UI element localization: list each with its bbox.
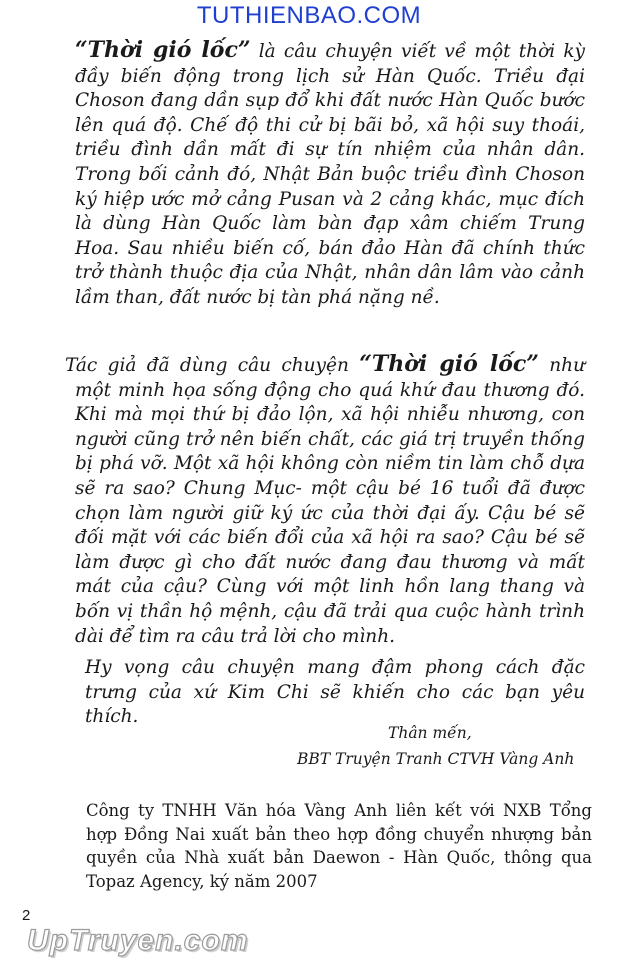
intro-paragraph-3: Hy vọng câu chuyện mang đậm phong cách đặc trưng của xứ Kim Chi sẽ khiến cho các bạn yêu thích. — [85, 657, 585, 728]
watermark-logo: UpTruyen.com — [27, 924, 249, 957]
page-number: 2 — [22, 907, 31, 924]
paragraph-1-text: là câu chuyện viết về một thời kỳ đầy biến động trong lịch sử Hàn Quốc. Triều đại Choson đang dần sụp đổ khi đất nước Hàn Quốc bước lên quá độ. Chế độ thi cử bị bãi bỏ, xã hội suy thoái, triều đình dần mất đi sự tín nhiệm của nhân dân. Trong bối cảnh đó, Nhật Bản buộc triều đình Choson ký hiệp ước mở cảng Pusan và 2 cảng khác, mục đích là dùng Hàn Quốc làm bàn đạp xâm chiếm Trung Hoa. Sau nhiều biến cố, bán đảo Hàn đã chính thức trở thành thuộc địa của Nhật, nhân dân lâm vào cảnh lầm than, đất nước bị tàn phá nặng nề. — [75, 41, 585, 308]
book-title-inline: “Thời gió lốc” — [359, 351, 539, 377]
signature-greeting: Thân mến, — [388, 724, 472, 742]
publisher-note: Công ty TNHH Văn hóa Vàng Anh liên kết với NXB Tổng hợp Đồng Nai xuất bản theo hợp đồng chuyển nhượng bản quyền của Nhà xuất bản Daewon - Hàn Quốc, thông qua Topaz Agency, ký năm 2007 — [86, 801, 592, 891]
intro-paragraph-2 — [65, 351, 585, 649]
paragraph-2-text: như một minh họa sống động cho quá khứ đau thương đó. Khi mà mọi thứ bị đảo lộn, xã hội nhiễu nhương, con người cũng trở nên biến chất, các giá trị truyền thống bị phá vỡ. Một xã hội không còn niềm tin làm chỗ dựa sẽ ra sao? Chung Mục- một cậu bé 16 tuổi đã được chọn làm người giữ ký ức của thời đại ấy. Cậu bé sẽ đối mặt với các biến đổi của xã hội ra sao? Cậu bé sẽ làm được gì cho đất nước đang đau thương và mất mát của cậu? Cùng với một linh hồn lang thang và bốn vị thần hộ mệnh, cậu đã trải qua cuộc hành trình dài để tìm ra câu trả lời cho mình. — [75, 355, 585, 647]
paragraph-2-lead: Tác giả đã dùng câu chuyện — [65, 355, 360, 376]
site-header: TUTHIENBAO.COM — [196, 2, 422, 29]
signature-name: BBT Truyện Tranh CTVH Vàng Anh — [297, 750, 575, 768]
book-title: “Thời gió lốc” — [75, 37, 251, 63]
intro-paragraph-1 — [75, 38, 585, 311]
